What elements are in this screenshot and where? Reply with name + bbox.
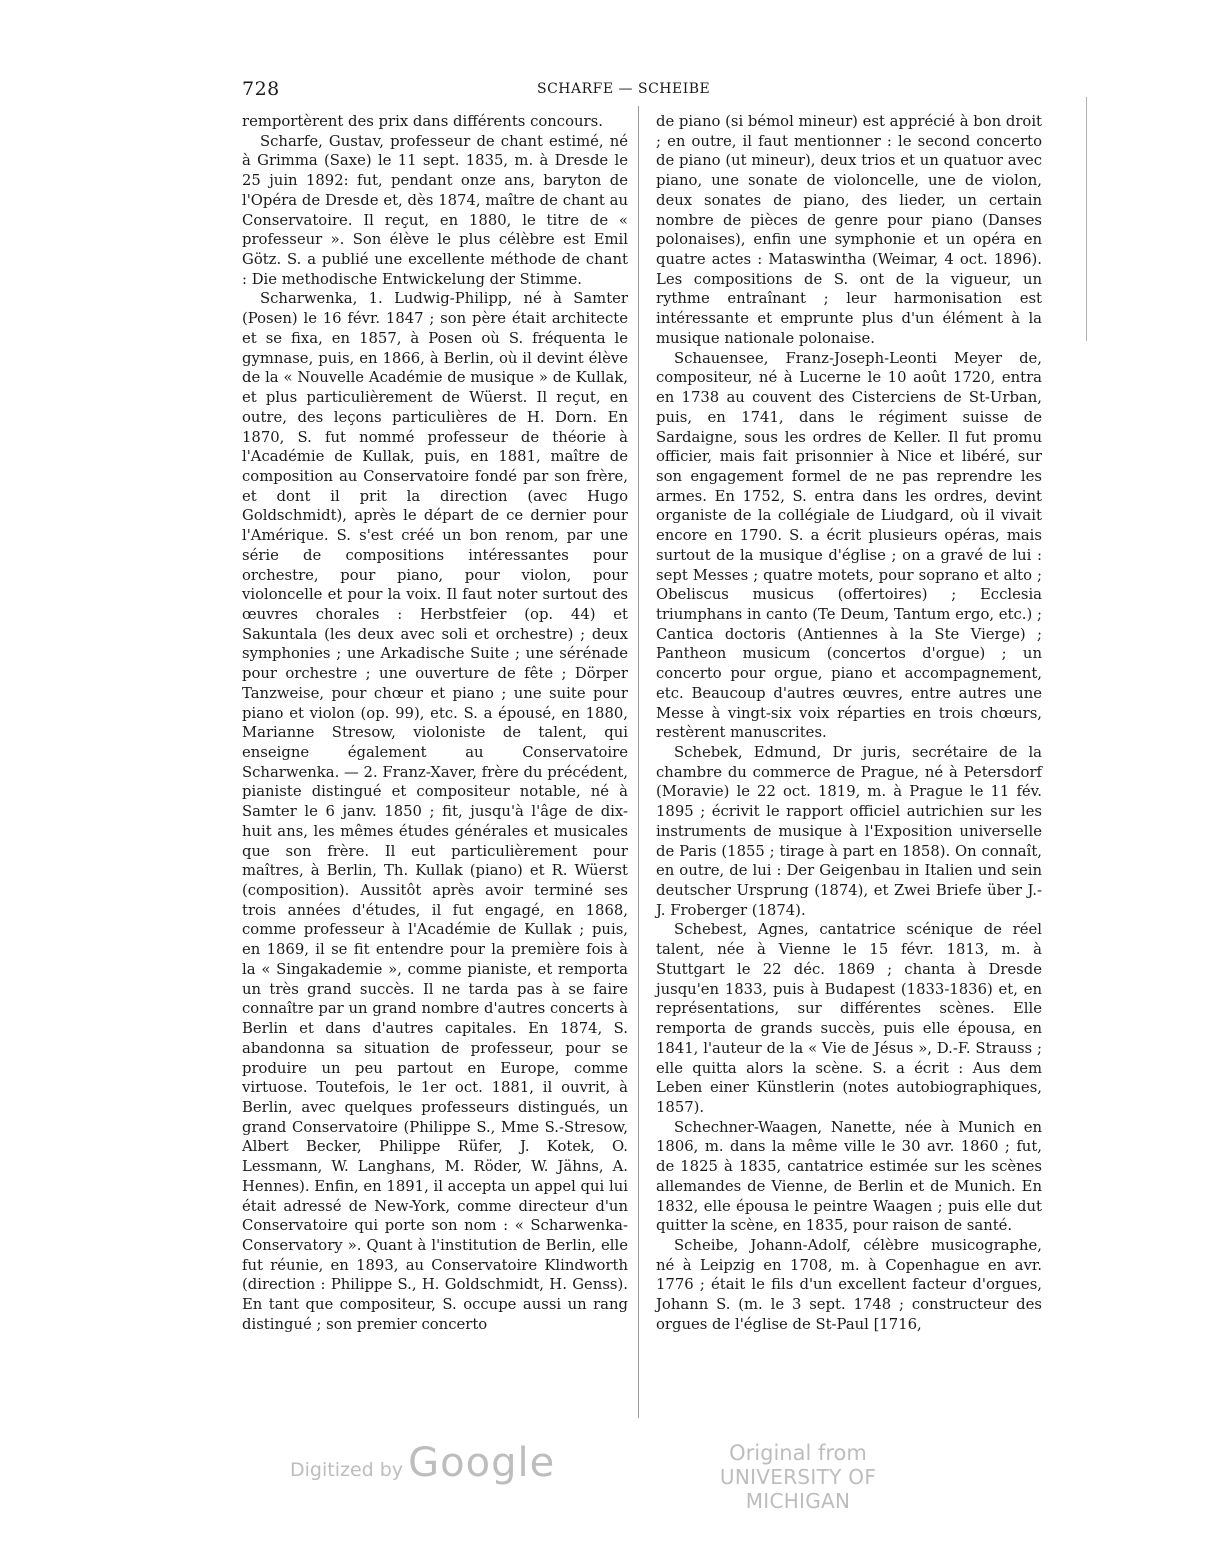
entry-schebest: Schebest, Agnes, cantatrice scénique de réel talent, née à Vienne le 15 févr. 1813, m. à Stuttgart le 22 déc. 1869 ; chanta à Dresde jusqu'en 1833, puis à Budapest (1833-1836) et, en représentations, sur différentes scènes. Elle remporta de grands succès, puis elle épousa, en 1841, l'auteur de la « Vie de Jésus », D.-F. Strauss ; elle quitta alors la scène. S. a écrit : Aus dem Leben einer Künstlerin (notes autobiographiques, 1857). (656, 921, 1042, 1116)
entry-scheibe: Scheibe, Johann-Adolf, célèbre musicographe, né à Leipzig en 1708, m. à Copenhague en avr. 1776 ; était le fils d'un excellent facteur d'orgues, Johann S. (m. le 3 sept. 1748 ; constructeur des orgues de l'église de St-Paul [1716, (656, 1236, 1042, 1333)
running-head: SCHARFE — SCHEIBE (537, 81, 711, 97)
entry-scharwenka: Scharwenka, 1. Ludwig-Philipp, né à Samter (Posen) le 16 févr. 1847 ; son père était architecte et se fixa, en 1857, à Posen où S. fréquenta le gymnase, puis, en 1866, à Berlin, où il devint élève de la « Nouvelle Académie de musique » de Kullak, et plus particulièrement de Wüerst. Il reçut, en outre, des leçons particulières de H. Dorn. En 1870, S. fut nommé professeur de théorie à l'Académie de Kullak, puis, en 1881, maître de composition au Conservatoire fondé par son frère, et dont il prit la direction (avec Hugo Goldschmidt), après le départ de ce dernier pour l'Amérique. S. s'est créé un bon renom, par une série de compositions intéressantes pour orchestre, pour piano, pour violon, pour violoncelle et pour la voix. Il faut noter surtout des œuvres chorales : Herbstfeier (op. 44) et Sakuntala (les deux avec soli et orchestre) ; deux symphonies ; une Arkadische Suite ; une sérénade pour orchestre ; une ouverture de fête ; Dörper Tanzweise, pour chœur et piano ; une suite pour piano et violon (op. 99), etc. S. a épousé, en 1880, Marianne Stresow, violoniste de talent, qui enseigne également au Conservatoire Scharwenka. — 2. Franz-Xaver, frère du précédent, pianiste distingué et compositeur notable, né à Samter le 6 janv. 1850 ; fit, jusqu'à l'âge de dix-huit ans, les mêmes études générales et musicales que son frère. Il eut particulièrement pour maîtres, à Berlin, Th. Kullak (piano) et R. Wüerst (composition). Aussitôt après avoir terminé ses trois années d'études, il fut engagé, en 1868, comme professeur à l'Académie de Kullak ; puis, en 1869, il se fit entendre pour la première fois à la « Singakademie », comme pianiste, et remporta un très grand succès. Il ne tarda pas à se faire connaître par un grand nombre d'autres concerts à Berlin et dans d'autres capitales. En 1874, S. abandonna sa situation de professeur, pour se produire un peu partout en Europe, comme virtuose. Toutefois, le 1er oct. 1881, il ouvrit, à Berlin, avec quelques professeurs distingués, un grand Conservatoire (Philippe S., Mme S.-Stresow, Albert Becker, Philippe Rüfer, J. Kotek, O. Lessmann, W. Langhans, M. Röder, W. Jähns, A. Hennes). Enfin, en 1891, il accepta un appel qui lui était adressé de New-York, comme directeur d'un Conservatoire qui porte son nom : « Scharwenka-Conservatory ». Quant à l'institution de Berlin, elle fut réunie, en 1893, au Conservatoire Klindworth (direction : Philippe S., H. Goldschmidt, H. Genss). En tant que compositeur, S. occupe aussi un rang distingué ; son premier concerto (242, 290, 628, 1333)
entry-continuation: remportèrent des prix dans différents concours. (242, 113, 603, 130)
entry-schauensee: Schauensee, Franz-Joseph-Leonti Meyer de, compositeur, né à Lucerne le 10 août 1720, entra en 1738 au couvent des Cisterciens de St-Urban, puis, en 1741, dans le régiment suisse de Sardaigne, sous les ordres de Keller. Il fut promu officier, mais fait prisonnier à Nice et libéré, sur son engagement formel de ne pas reprendre les armes. En 1752, S. entra dans les ordres, devint organiste de la collégiale de Liudgard, où il vivait encore en 1790. S. a écrit plusieurs opéras, mais surtout de la musique d'église ; on a gravé de lui : sept Messes ; quatre motets, pour soprano et alto ; Obeliscus musicus (offertoires) ; Ecclesia triumphans in canto (Te Deum, Tantum ergo, etc.) ; Cantica doctoris (Antiennes à la Ste Vierge) ; Pantheon musicum (concertos d'orgue) ; un concerto pour orgue, piano et accompagnement, etc. Beaucoup d'autres œuvres, entre autres une Messe à vingt-six voix réparties en trois chœurs, restèrent manuscrites. (656, 349, 1042, 742)
original-source-watermark (668, 1441, 928, 1513)
google-logo: Google (408, 1440, 556, 1486)
entry-scharfe: Scharfe, Gustav, professeur de chant estimé, né à Grimma (Saxe) le 11 sept. 1835, m. à Dresde le 25 juin 1892: fut, pendant onze ans, baryton de l'Opéra de Dresde et, dès 1874, maître de chant au Conservatoire. Il reçut, en 1880, le titre de « professeur ». Son élève le plus célèbre est Emil Götz. S. a publié une excellente méthode de chant : Die methodische Entwickelung der Stimme. (242, 132, 628, 288)
digitized-watermark (290, 1440, 590, 1486)
entry-schechner-waagen: Schechner-Waagen, Nanette, née à Munich en 1806, m. dans la même ville le 30 avr. 1860 ; fut, de 1825 à 1835, cantatrice estimée sur les scènes allemandes de Vienne, de Berlin et de Munich. En 1832, elle épousa le peintre Waagen ; puis elle dut quitter la scène, en 1835, pour raison de santé. (656, 1118, 1042, 1235)
right-column (656, 112, 1042, 1335)
left-column (242, 112, 628, 1335)
entry-schebek: Schebek, Edmund, Dr juris, secrétaire de la chambre du commerce de Prague, né à Petersdorf (Moravie) le 22 oct. 1819, m. à Prague le 11 fév. 1895 ; écrivit le rapport officiel autrichien sur les instruments de musique à l'Exposition universelle de Paris (1855 ; tirage à part en 1858). On connaît, en outre, de lui : Der Geigenbau in Italien und sein deutscher Ursprung (1874), et Zwei Briefe über J.-J. Froberger (1874). (656, 744, 1042, 919)
column-divider (638, 106, 639, 1418)
page-header (242, 78, 947, 102)
entry-continuation: de piano (si bémol mineur) est apprécié à bon droit ; en outre, il faut mentionner : le second concerto de piano (ut mineur), deux trios et un quatuor avec piano, une sonate de violoncelle, une de violon, deux sonates de piano, des lieder, un certain nombre de pièces de genre pour piano (Danses polonaises), enfin une symphonie et un opéra en quatre actes : Mataswintha (Weimar, 4 oct. 1896). Les compositions de S. ont de la vigueur, un rythme entraînant ; leur harmonisation est intéressante et emprunte plus d'un élément à la musique nationale polonaise. (656, 113, 1042, 347)
digitized-prefix: Digitized by (290, 1459, 404, 1481)
original-from-label: Original from (729, 1441, 867, 1465)
page-number: 728 (242, 78, 280, 100)
margin-rule (1086, 97, 1087, 341)
university-label: UNIVERSITY OF MICHIGAN (719, 1465, 877, 1513)
